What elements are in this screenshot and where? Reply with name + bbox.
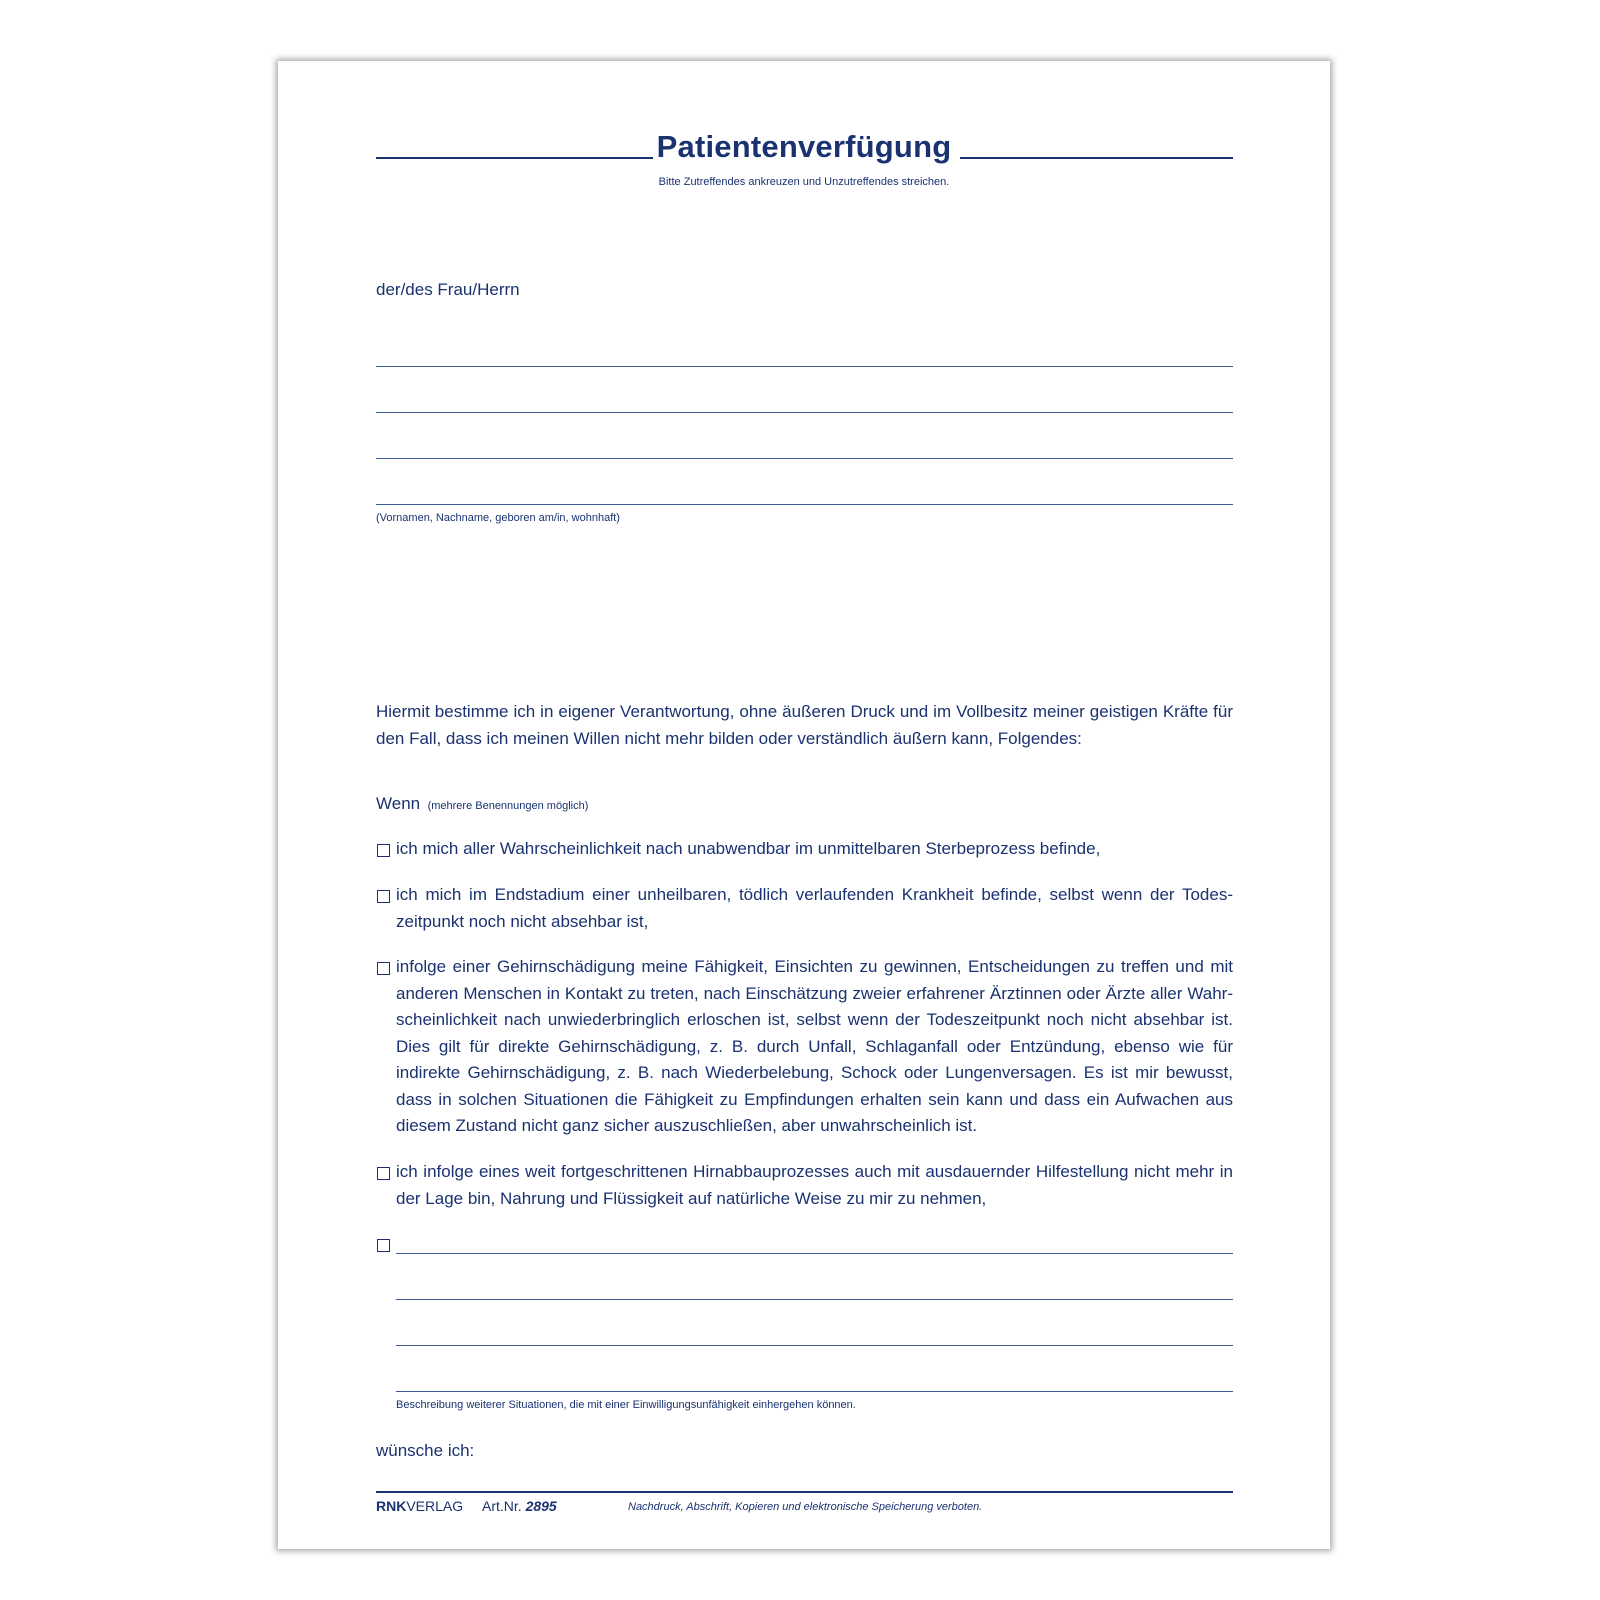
page-subtitle: Bitte Zutreffendes ankreuzen und Unzutreffendes streichen. [658, 176, 950, 188]
option-2-text: ich mich im Endstadium einer unheilbaren, tödlich verlaufenden Krankheit befinde, selbst wenn der Todeszeitpunkt noch nicht absehbar ist, [396, 885, 1233, 931]
wenn-label: Wenn [376, 794, 421, 813]
intro-paragraph: Hiermit bestimme ich in eigener Verantwortung, ohne äußeren Druck und im Vollbesitz meiner geistigen Kräfte für den Fall, dass ich meinen Willen nicht mehr bilden oder verständlich äußern kann, Folgendes: [376, 702, 1233, 748]
option-1-text: ich mich aller Wahrscheinlichkeit nach unabwendbar im unmittelbaren Sterbeprozess befinde, [396, 839, 1101, 858]
person-caption: (Vornamen, Nachname, geboren am/in, wohnhaft) [376, 512, 620, 524]
person-line-3[interactable] [376, 458, 1233, 459]
wenn-heading [376, 794, 588, 814]
other-caption: Beschreibung weiterer Situationen, die mit einer Einwilligungsunfähigkeit einhergehen können. [396, 1399, 856, 1411]
other-line-3[interactable] [396, 1345, 1233, 1346]
page-title: Patientenverfügung [656, 129, 952, 164]
wenn-note: (mehrere Benennungen möglich) [427, 800, 589, 812]
option-1-checkbox[interactable] [377, 844, 390, 857]
option-4-checkbox[interactable] [377, 1167, 390, 1180]
brand-rest: VERLAG [406, 1498, 464, 1514]
option-4-text: ich infolge eines weit fortgeschrittenen Hirnabbauprozesses auch mit ausdauernder Hilfestellung nicht mehr in der Lage bin, Nahrung und Flüssigkeit auf natürliche Weise zu mir zu nehmen, [396, 1162, 1233, 1208]
person-line-1[interactable] [376, 366, 1233, 367]
option-3-checkbox[interactable] [377, 962, 390, 975]
footer-rule [376, 1491, 1233, 1493]
brand-bold: RNK [376, 1498, 407, 1514]
person-line-2[interactable] [376, 412, 1233, 413]
article-label: Art.Nr. [482, 1498, 522, 1514]
article-number [482, 1498, 557, 1514]
other-line-4[interactable] [396, 1391, 1233, 1392]
publisher-brand [376, 1498, 463, 1514]
article-value: 2895 [525, 1498, 557, 1514]
person-label: der/des Frau/Herrn [376, 280, 520, 299]
option-3-text: infolge einer Gehirnschädigung meine Fähigkeit, Einsichten zu gewinnen, Entscheidungen zu treffen und mit anderen Menschen in Kontakt zu treten, nach Einschätzung zweier erfahrener Ärztinnen oder Ärzte aller Wahrscheinlichkeit nach unwiederbringlich erloschen ist, selbst wenn der Todeszeitpunkt noch nicht absehbar ist. Dies gilt für direkte Gehirnschädigung, z. B. durch Unfall, Schlaganfall oder Entzündung, ebenso wie für indirekte Gehirnschädigung, z. B. nach Wiederbelebung, Schock oder Lungenversagen. Es ist mir bewusst, dass in solchen Situationen die Fähigkeit zu Empfindungen erhalten sein kann und dass ein Aufwachen aus diesem Zustand nicht ganz sicher auszuschließen, aber unwahrscheinlich ist. [396, 957, 1233, 1135]
other-line-2[interactable] [396, 1299, 1233, 1300]
closing-label: wünsche ich: [376, 1441, 475, 1460]
form-sheet [278, 61, 1330, 1549]
copyright-notice: Nachdruck, Abschrift, Kopieren und elektronische Speicherung verboten. [628, 1501, 983, 1513]
option-2-checkbox[interactable] [377, 890, 390, 903]
other-line-1[interactable] [396, 1253, 1233, 1254]
option-5-checkbox[interactable] [377, 1239, 390, 1252]
person-line-4[interactable] [376, 504, 1233, 505]
